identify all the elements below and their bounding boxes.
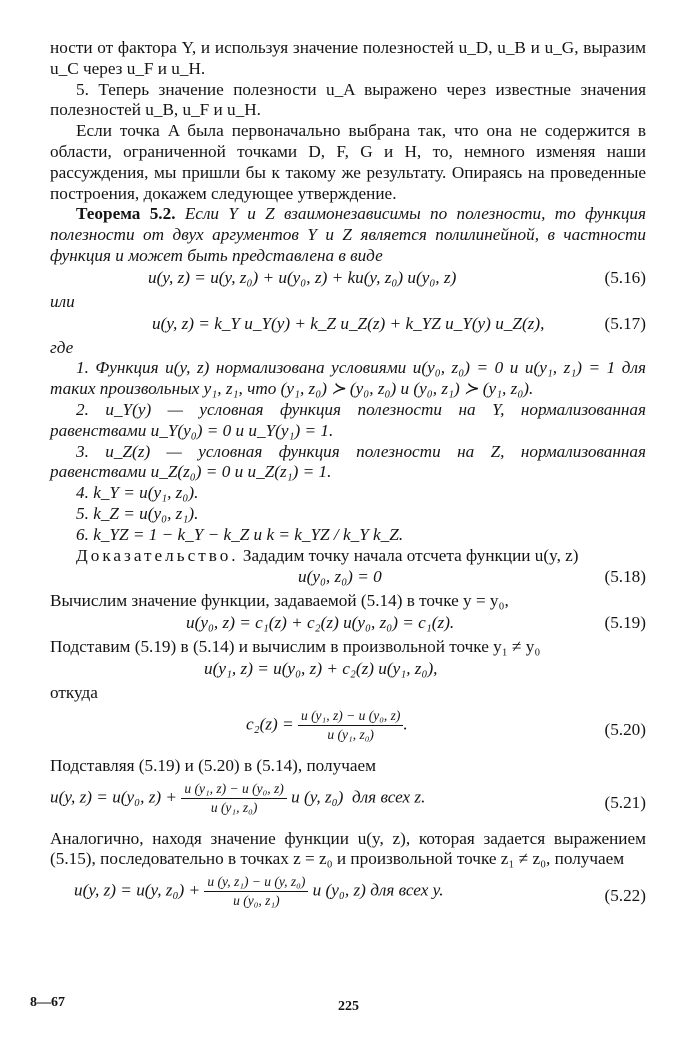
page-number: 225	[338, 999, 359, 1014]
condition-5: 5. k_Z = u(y₀, z₁).	[76, 503, 199, 523]
equation-5-17-number: (5.17)	[604, 313, 646, 333]
theorem-text: Если Y и Z взаимонезависимы по полезности, то функция полезности от двух аргументов Y и Z является полилинейной, в частности функция u может быть представлена в виде	[50, 204, 647, 265]
paragraph-substitute-2: Подставляя (5.19) и (5.20) в (5.14), получаем	[50, 755, 376, 775]
equation-5-18	[50, 567, 646, 590]
paragraph-point-a: Если точка A была первоначально выбрана так, что она не содержится в области, ограниченной точками D, F, G и H, то, немного изменяя наши рассуждения, мы пришли бы к такому же результату. Опираясь на проведенные построения, докажем следующее утверждение.	[50, 121, 646, 203]
equation-5-19-number: (5.19)	[604, 613, 646, 633]
equation-5-18-number: (5.18)	[604, 567, 646, 587]
equation-5-21	[50, 781, 646, 825]
equation-5-17-body: u(y, z) = k_Y u_Y(y) + k_Z u_Z(z) + k_YZ u_Y(y) u_Z(z),	[152, 313, 545, 333]
equation-5-22-numerator: u (y, z₁) − u (y, z₀)	[204, 874, 308, 892]
equation-5-19	[50, 613, 646, 636]
theorem-label: Теорема 5.2.	[76, 204, 176, 224]
paragraph-step-5: 5. Теперь значение полезности u_A выражено через известные значения полезностей u_B, u_F и u_H.	[50, 79, 646, 120]
equation-5-19-body: u(y₀, z) = c₁(z) + c₂(z) u(y₀, z₀) = c₁(z).	[186, 613, 455, 633]
equation-5-20	[50, 708, 646, 752]
condition-2: 2. u_Y(y) — условная функция полезности на Y, нормализованная равенствами u_Y(y₀) = 0 и u_Y(y₁) = 1.	[50, 399, 646, 440]
proof-text: Зададим точку начала отсчета функции u(y, z)	[242, 545, 579, 565]
equation-5-22	[50, 874, 646, 918]
equation-5-21-rhs: u (y, z₀)	[291, 786, 344, 806]
equation-5-22-lhs: u(y, z) = u(y, z₀) +	[74, 880, 201, 900]
equation-intermediate	[50, 659, 646, 682]
proof-label: Доказательство.	[76, 545, 239, 565]
paragraph-substitute: Подставим (5.19) в (5.14) и вычислим в произвольной точке y₁ ≠ y₀	[50, 637, 541, 657]
condition-1: 1. Функция u(y, z) нормализована условиями u(y₀, z₀) = 0 и u(y₁, z₁) = 1 для таких произвольных y₁, z₁, что (y₁, z₀) ≻ (y₀, z₀) и (y₀, z₁) ≻ (y₁, z₀).	[50, 358, 646, 399]
theorem-5-2	[50, 204, 646, 266]
equation-intermediate-body: u(y₁, z) = u(y₀, z) + c₂(z) u(y₁, z₀),	[204, 658, 438, 678]
equation-5-20-body: c₂(z) = $\frac{\text{u (y₁, z) − u (y₀, z)}}{\text{u (y₁, z₀)}}$ .	[246, 707, 408, 742]
equation-5-22-body	[74, 874, 444, 909]
equation-5-20-fraction	[298, 708, 403, 743]
equation-5-21-fraction	[181, 781, 286, 816]
equation-5-16-body: u(y, z) = u(y, z₀) + u(y₀, z) + ku(y, z₀) u(y₀, z)	[148, 267, 457, 287]
equation-5-16-number: (5.16)	[604, 267, 646, 287]
condition-3: 3. u_Z(z) — условная функция полезности на Z, нормализованная равенствами u_Z(z₀) = 0 и u_Z(z₁) = 1.	[50, 441, 646, 482]
equation-5-18-body: u(y₀, z₀) = 0	[298, 567, 382, 587]
equation-5-21-denominator: u (y₁, z₀)	[210, 799, 258, 815]
condition-6: 6. k_YZ = 1 − k_Y − k_Z и k = k_YZ / k_Y k_Z.	[76, 524, 404, 544]
equation-5-22-rhs: u (y₀, z)	[312, 880, 366, 900]
equation-5-17	[50, 314, 646, 337]
equation-5-21-body	[50, 781, 425, 816]
equation-5-21-number: (5.21)	[604, 792, 646, 812]
printer-signature: 8—67	[30, 995, 65, 1010]
word-whence: откуда	[50, 682, 98, 702]
condition-4: 4. k_Y = u(y₁, z₀).	[76, 483, 199, 503]
paragraph-continuation: ности от фактора Y, и используя значение полезностей u_D, u_B и u_G, выразим u_C через u_F и u_H.	[50, 38, 646, 78]
equation-5-20-denominator: u (y₁, z₀)	[327, 726, 374, 742]
equation-5-22-fraction	[204, 874, 308, 909]
equation-5-22-number: (5.22)	[604, 886, 646, 906]
page-body	[50, 38, 646, 922]
equation-5-20-numerator: u (y₁, z) − u (y₀, z)	[298, 708, 403, 726]
equation-5-21-condition: для всех z.	[351, 786, 426, 806]
equation-5-22-denominator: u (y₀, z₁)	[233, 893, 280, 909]
equation-5-16	[50, 268, 646, 291]
word-or: или	[50, 291, 75, 311]
equation-5-20-lhs: c₂(z) =	[246, 714, 294, 734]
equation-5-20-number: (5.20)	[604, 719, 646, 739]
word-where: где	[50, 337, 74, 357]
proof-paragraph	[50, 546, 646, 567]
paragraph-compute: Вычислим значение функции, задаваемой (5.14) в точке y = y₀,	[50, 591, 509, 611]
equation-5-22-condition: для всех y.	[370, 880, 444, 900]
equation-5-21-lhs: u(y, z) = u(y₀, z) +	[50, 786, 178, 806]
equation-5-21-numerator: u (y₁, z) − u (y₀, z)	[181, 781, 286, 799]
paragraph-analogously: Аналогично, находя значение функции u(y, z), которая задается выражением (5.15), последовательно в точках z = z₀ и произвольной точке z₁ ≠ z₀, получаем	[50, 828, 646, 869]
